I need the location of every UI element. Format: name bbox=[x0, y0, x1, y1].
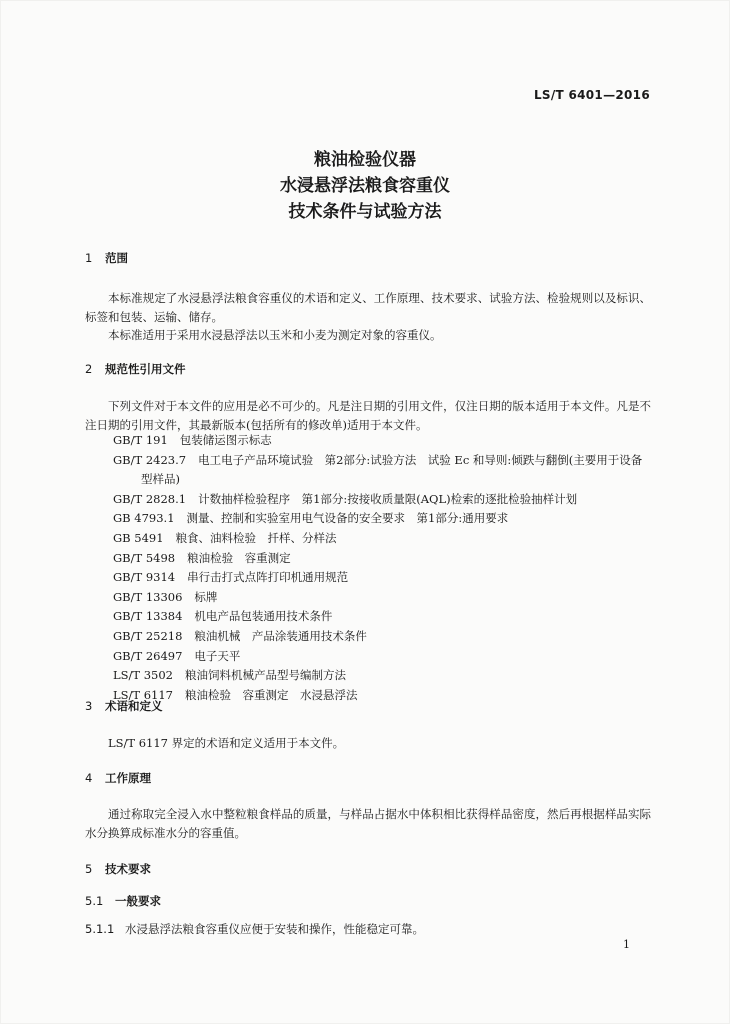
section-title: 范围 bbox=[105, 251, 128, 265]
references-intro-paragraph: 下列文件对于本文件的应用是必不可少的。凡是注日期的引用文件，仅注日期的版本适用于本文件。凡是不注日期的引用文件，其最新版本(包括所有的修改单)适用于本文件。 bbox=[85, 399, 651, 432]
reference-list bbox=[85, 431, 651, 705]
reference-code: GB/T 191 bbox=[113, 433, 168, 447]
reference-code: GB 5491 bbox=[113, 530, 164, 545]
reference-item bbox=[113, 451, 651, 490]
subsection-number: 5.1 bbox=[85, 894, 104, 908]
reference-title: 粮油检验 容重测定 水浸悬浮法 bbox=[184, 687, 358, 702]
reference-item bbox=[113, 431, 651, 451]
section-title: 术语和定义 bbox=[105, 699, 163, 713]
reference-item bbox=[113, 666, 651, 686]
reference-code: GB/T 9314 bbox=[113, 570, 176, 585]
reference-code: LS/T 3502 bbox=[113, 668, 173, 683]
reference-title: 粮油饲料机械产品型号编制方法 bbox=[184, 668, 346, 683]
reference-item bbox=[113, 529, 651, 549]
reference-item bbox=[113, 509, 651, 529]
section-title: 规范性引用文件 bbox=[105, 362, 186, 376]
reference-item bbox=[113, 647, 651, 667]
clause-5-1-1 bbox=[85, 920, 651, 939]
reference-title: 电工电子产品环境试验 第2部分:试验方法 试验 Ec 和导则:倾跌与翻倒(主要用于设备型样品) bbox=[141, 452, 643, 487]
reference-item bbox=[113, 549, 651, 569]
principle-paragraph: 通过称取完全浸入水中整粒粮食样品的质量，与样品占据水中体积相比获得样品密度，然后再根据样品实际水分换算成标准水分的容重值。 bbox=[85, 807, 651, 840]
reference-title: 粮食、油料检验 扦样、分样法 bbox=[175, 530, 337, 545]
reference-title: 机电产品包装通用技术条件 bbox=[194, 609, 333, 624]
reference-code: GB/T 5498 bbox=[113, 550, 176, 565]
reference-item bbox=[113, 686, 651, 706]
section-title: 工作原理 bbox=[105, 771, 151, 785]
reference-item bbox=[113, 490, 651, 510]
section-number: 3 bbox=[85, 699, 93, 713]
reference-title: 计数抽样检验程序 第1部分:按接收质量限(AQL)检索的逐批检验抽样计划 bbox=[198, 491, 578, 506]
reference-code: GB/T 26497 bbox=[113, 648, 183, 663]
reference-title: 测量、控制和实验室用电气设备的安全要求 第1部分:通用要求 bbox=[186, 511, 509, 526]
reference-item bbox=[113, 588, 651, 608]
title-line-2: 水浸悬浮法粮食容重仪 bbox=[280, 176, 450, 196]
reference-title: 包装储运图示标志 bbox=[179, 433, 272, 447]
section-number: 2 bbox=[85, 362, 93, 376]
reference-title: 电子天平 bbox=[194, 648, 241, 663]
reference-code: GB 4793.1 bbox=[113, 511, 175, 526]
clause-number: 5.1.1 bbox=[85, 922, 115, 936]
section-heading-technical-requirements bbox=[85, 861, 151, 877]
reference-item bbox=[113, 568, 651, 588]
title-line-1: 粮油检验仪器 bbox=[314, 150, 416, 170]
reference-title: 粮油检验 容重测定 bbox=[187, 550, 291, 565]
reference-title: 粮油机械 产品涂装通用技术条件 bbox=[194, 628, 367, 643]
title-line-3: 技术条件与试验方法 bbox=[288, 202, 442, 222]
reference-title: 串行击打式点阵打印机通用规范 bbox=[187, 570, 349, 585]
reference-code: LS/T 6117 bbox=[113, 687, 173, 702]
reference-item bbox=[113, 607, 651, 627]
subsection-heading-general bbox=[85, 893, 161, 909]
section-number: 4 bbox=[85, 771, 93, 785]
section-number: 5 bbox=[85, 862, 93, 876]
document-title bbox=[0, 147, 730, 225]
section-number: 1 bbox=[85, 251, 93, 265]
reference-code: GB/T 2423.7 bbox=[113, 452, 187, 467]
standard-number: LS/T 6401—2016 bbox=[533, 88, 650, 102]
scope-paragraph-1: 本标准规定了水浸悬浮法粮食容重仪的术语和定义、工作原理、技术要求、试验方法、检验规则以及标识、标签和包装、运输、储存。 bbox=[85, 291, 651, 324]
reference-code: GB/T 13384 bbox=[113, 609, 183, 624]
section-title: 技术要求 bbox=[105, 862, 151, 876]
section-heading-working-principle bbox=[85, 770, 151, 786]
scope-paragraph-2: 本标准适用于采用水浸悬浮法以玉米和小麦为测定对象的容重仪。 bbox=[108, 328, 442, 342]
section-heading-scope bbox=[85, 250, 128, 266]
subsection-title: 一般要求 bbox=[115, 894, 161, 908]
reference-code: GB/T 25218 bbox=[113, 628, 183, 643]
section-heading-terms bbox=[85, 698, 163, 714]
reference-title: 标牌 bbox=[194, 589, 218, 604]
reference-code: GB/T 2828.1 bbox=[113, 491, 187, 506]
clause-text: 水浸悬浮法粮食容重仪应便于安装和操作，性能稳定可靠。 bbox=[125, 922, 424, 936]
reference-code: GB/T 13306 bbox=[113, 589, 183, 604]
section-heading-normative-references bbox=[85, 361, 186, 377]
terms-paragraph: LS/T 6117 界定的术语和定义适用于本文件。 bbox=[108, 736, 345, 750]
page-number: 1 bbox=[623, 938, 630, 951]
reference-item bbox=[113, 627, 651, 647]
